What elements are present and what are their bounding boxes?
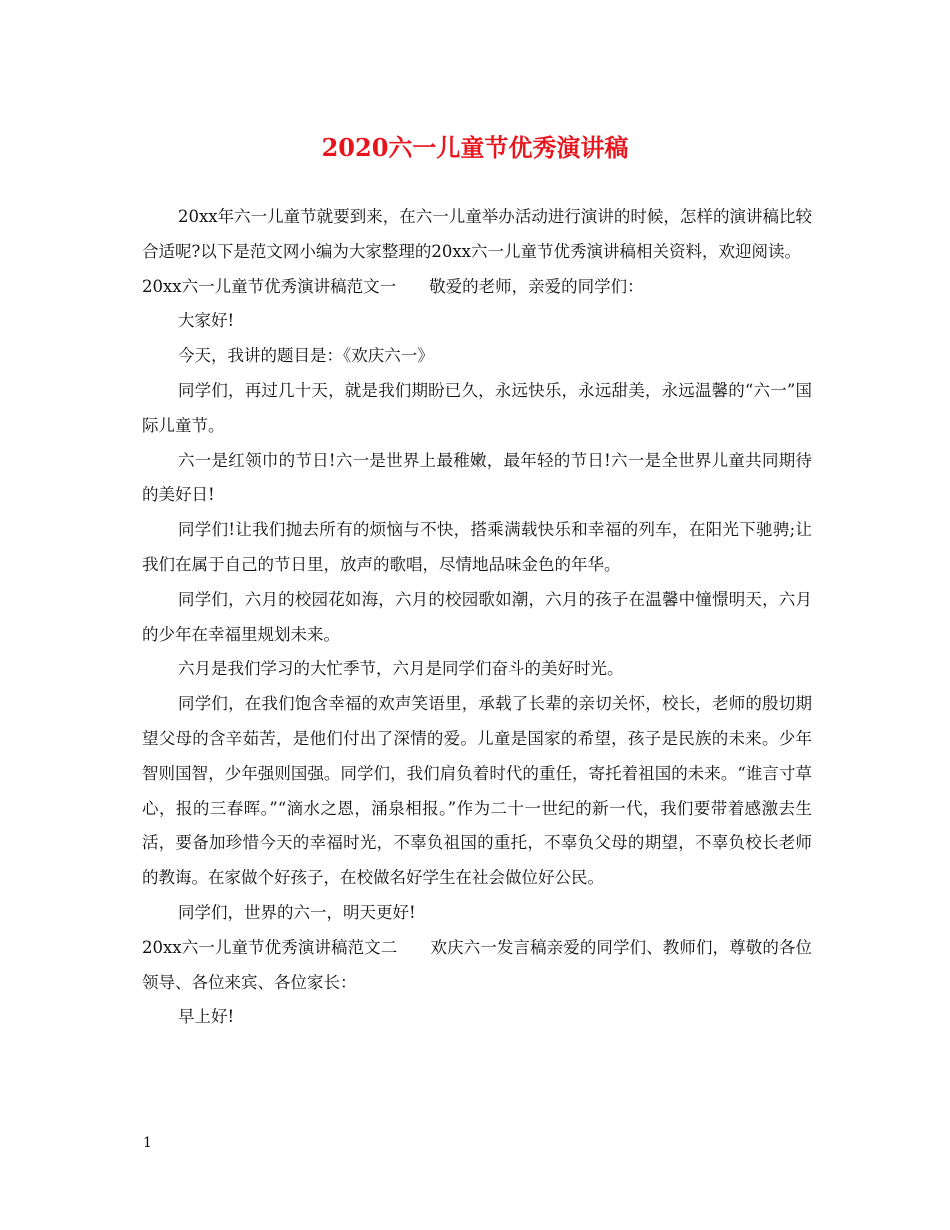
body-paragraph: 同学们!让我们抛去所有的烦恼与不快，搭乘满载快乐和幸福的列车，在阳光下驰骋;让我们在属于自己的节日里，放声的歌唱，尽情地品味金色的年华。	[142, 520, 812, 574]
section-heading-2: 20xx六一儿童节优秀演讲稿范文二 欢庆六一发言稿亲爱的同学们、教师们，尊敬的各位领导、各位来宾、各位家长：	[142, 937, 812, 992]
page-number: 1	[143, 1135, 152, 1151]
document-body	[142, 200, 812, 1035]
document-title: 2020六一儿童节优秀演讲稿	[321, 133, 629, 162]
body-paragraph: 同学们，在我们饱含幸福的欢声笑语里，承载了长辈的亲切关怀，校长，老师的殷切期望父母的含辛茹苦，是他们付出了深情的爱。儿童是国家的希望，孩子是民族的未来。少年智则国智，少年强则国强。同学们，我们肩负着时代的重任，寄托着祖国的未来。“谁言寸草心，报的三春晖。”“滴水之恩，涌泉相报。”作为二十一世纪的新一代，我们要带着感激去生活，要备加珍惜今天的幸福时光，不辜负祖国的重托，不辜负父母的期望，不辜负校长老师的教诲。在家做个好孩子，在校做名好学生在社会做位好公民。	[142, 694, 812, 888]
body-paragraph: 同学们，再过几十天，就是我们期盼已久，永远快乐，永远甜美，永远温馨的“六一”国际儿童节。	[142, 380, 812, 435]
intro-paragraph: 20xx年六一儿童节就要到来，在六一儿童举办活动进行演讲的时候，怎样的演讲稿比较合适呢?以下是范文网小编为大家整理的20xx六一儿童节优秀演讲稿相关资料，欢迎阅读。	[142, 207, 812, 261]
body-paragraph: 同学们，六月的校园花如海，六月的校园歌如潮，六月的孩子在温馨中憧憬明天，六月的少年在幸福里规划未来。	[142, 589, 812, 644]
greeting-paragraph: 早上好!	[178, 1007, 235, 1027]
section-heading-1: 20xx六一儿童节优秀演讲稿范文一 敬爱的老师，亲爱的同学们：	[142, 276, 644, 296]
body-paragraph: 六月是我们学习的大忙季节，六月是同学们奋斗的美好时光。	[178, 659, 624, 679]
body-paragraph: 六一是红领巾的节日!六一是世界上最稚嫩，最年轻的节日!六一是全世界儿童共同期待的美好日!	[142, 450, 812, 505]
greeting-paragraph: 大家好!	[178, 311, 235, 331]
body-paragraph: 同学们，世界的六一，明天更好!	[178, 902, 416, 922]
topic-paragraph: 今天，我讲的题目是：《欢庆六一》	[178, 346, 434, 366]
